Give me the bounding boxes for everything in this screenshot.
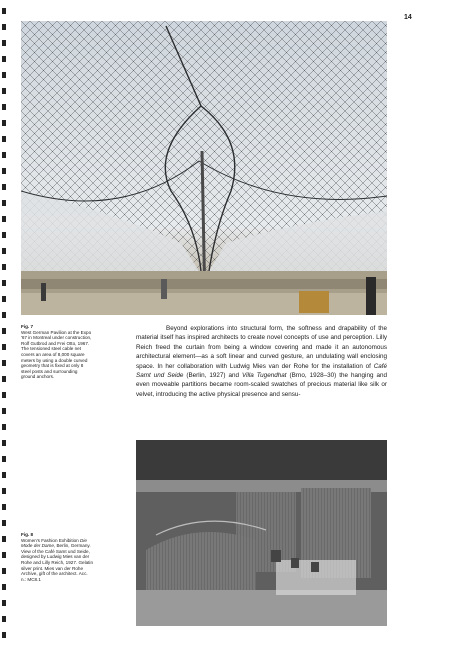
figure-8-caption-pre: Women's Fashion Exhibition	[21, 537, 81, 543]
body-text-italic-1: Café Samt und Seide	[136, 362, 387, 380]
body-text-part-2: (Berlin, 1927) and	[183, 372, 242, 380]
figure-8-caption-text: , Berlin, Germany. View of the Café Samt und Seide, designed by Ludwig Mies van der Rohe and Lilly Reich, 1927. Gelatin silver print. Mies van der Rohe Archive, gift of the architect. Acc. n.: MC8.1	[21, 543, 94, 582]
figure-8-caption-title: Die Mode der Dame	[21, 537, 87, 549]
body-text-part-1: Beyond explorations into structural form, the softness and drapability of the material itself has inspired architects to create novel concepts of use and perception. Lilly Reich freed the curtain from being a window covering and made it an autonomous architectural element—as a soft linear and curved gesture, an undulating wall enclosing space. In her collaboration with Ludwig Mies van der Rohe for the installation of	[136, 325, 387, 370]
figure-7-caption-text: West German Pavilion at the Expo '67 in Montreal under construction, Rolf Gutbrod and Frei Otto, 1967. The tensioned steel cable net covers an area of 8,000 square meters by using a double curved geometry that is fixed at only 8 steel posts and surrounding ground anchors.	[21, 329, 92, 380]
figure-8-caption	[21, 532, 93, 582]
binding-holes	[0, 0, 8, 648]
figure-8-photo	[136, 440, 387, 626]
body-text-part-3: (Brno, 1928–30) the hanging and even moveable partitions became room-scaled swatches of precious material like silk or velvet, introducing the active physical presence and sensu-	[136, 372, 387, 398]
figure-8-label: Fig. 8	[21, 532, 33, 537]
body-text-italic-2: Villa Tugendhat	[242, 372, 287, 380]
figure-7-label: Fig. 7	[21, 324, 33, 329]
figure-7-caption	[21, 324, 93, 380]
page-number: 14	[404, 14, 412, 21]
body-text	[136, 324, 387, 399]
figure-7-photo	[21, 21, 387, 315]
